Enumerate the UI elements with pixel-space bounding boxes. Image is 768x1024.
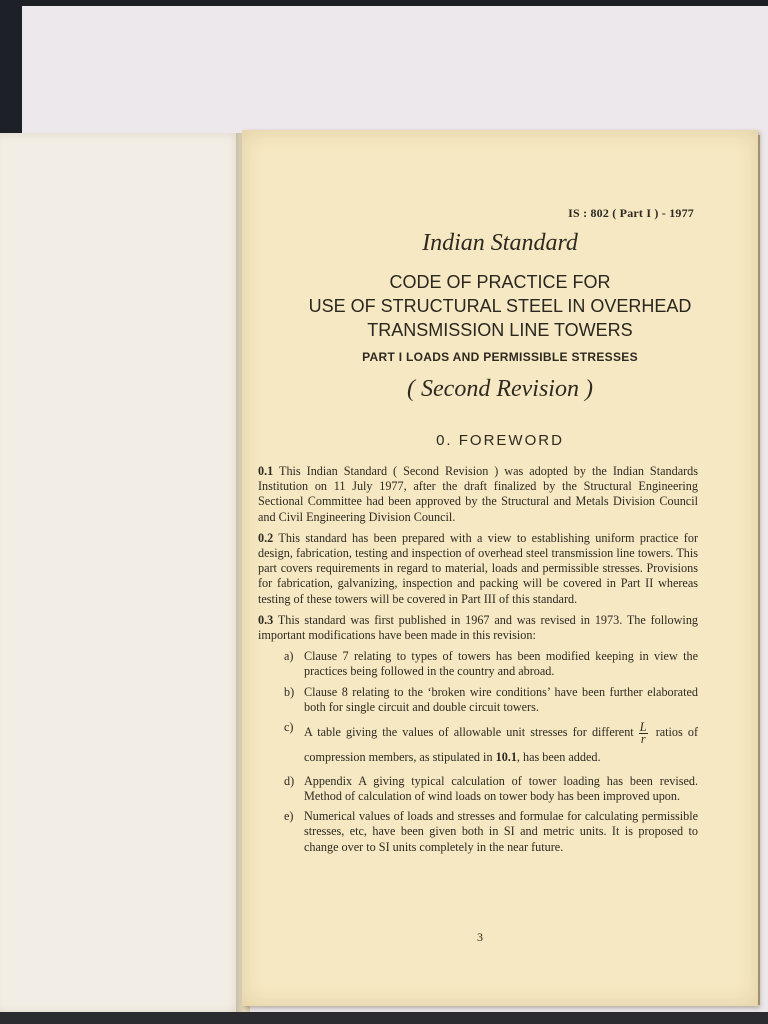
subtitle-line: USE OF STRUCTURAL STEEL IN OVERHEAD — [308, 296, 692, 316]
list-item-text: Clause 8 relating to the ‘broken wire conditions’ have been further elaborated both for single circuit and double circuit towers. — [304, 684, 698, 714]
list-item-text: A table giving the values of allowable unit stresses for different — [304, 725, 634, 740]
list-item-text: Clause 7 relating to types of towers has been modified keeping in view the practices being followed in the country and abroad. — [304, 649, 698, 679]
subtitle-line: TRANSMISSION LINE TOWERS — [367, 320, 633, 340]
list-item — [258, 720, 698, 769]
bottom-dark-edge — [0, 1012, 768, 1024]
fraction-numerator: L — [639, 719, 647, 734]
clause-paragraph — [258, 613, 698, 643]
list-item — [258, 685, 698, 715]
fraction-denominator: r — [640, 731, 646, 746]
document-subtitle — [242, 270, 758, 342]
background-surface — [22, 6, 768, 132]
list-item — [258, 774, 698, 804]
list-item-text: Appendix A giving typical calculation of tower loading has been revised. Method of calculation of wind loads on tower body has been improved upon. — [304, 773, 698, 803]
clause-number: 0.2 — [258, 530, 274, 545]
document-page — [242, 130, 758, 1006]
list-item-letter: c) — [284, 720, 294, 735]
clause-text: This Indian Standard ( Second Revision ) was adopted by the Indian Standards Institution on 11 July 1977, after the draft finalized by the Structural Engineering Sectional Committee had been approved by the Structural and Metals Division Council and Civil Engineering Division Council. — [258, 464, 698, 524]
document-title: Indian Standard — [422, 230, 578, 256]
part-heading: PART I LOADS AND PERMISSIBLE STRESSES — [362, 350, 638, 364]
list-item-letter: d) — [284, 773, 295, 788]
list-item — [258, 649, 698, 679]
page-number: 3 — [477, 930, 483, 944]
foreword-heading: 0. FOREWORD — [436, 432, 564, 449]
list-item-text: Numerical values of loads and stresses and formulae for calculating permissible stresses, etc, have been given both in SI and metric units. It is proposed to change over to SI units completely in the near future. — [304, 809, 698, 854]
subtitle-line: CODE OF PRACTICE FOR — [389, 272, 611, 292]
list-item-text: ratios of compression members, as stipulated in — [304, 725, 699, 764]
l-over-r-fraction — [639, 719, 648, 746]
foreword-body — [258, 464, 698, 860]
clause-paragraph — [258, 531, 698, 607]
revision-label: ( Second Revision ) — [407, 376, 593, 402]
document-id: IS : 802 ( Part I ) - 1977 — [568, 206, 694, 220]
clause-number: 0.3 — [258, 612, 274, 627]
clause-text: This standard has been prepared with a view to establishing uniform practice for design, fabrication, testing and inspection of overhead steel transmission line towers. This part covers requirements in regard to material, loads and permissible stresses. Provisions for fabrication, galvanizing, inspection and packing will be covered in Part II whereas testing of these towers will be covered in Part III of this standard. — [258, 530, 699, 606]
list-item-letter: b) — [284, 684, 295, 699]
clause-paragraph — [258, 464, 698, 525]
list-item-text: , has been added. — [516, 749, 601, 764]
clause-reference: 10.1 — [495, 749, 517, 764]
clause-text: This standard was first published in 1967 and was revised in 1973. The following important modifications have been made in this revision: — [258, 612, 699, 643]
list-item-letter: a) — [284, 649, 294, 664]
list-item — [258, 809, 698, 855]
clause-number: 0.1 — [258, 464, 274, 478]
modifications-list — [258, 649, 698, 855]
list-item-letter: e) — [284, 809, 294, 824]
book-left-endpaper — [0, 133, 242, 1013]
